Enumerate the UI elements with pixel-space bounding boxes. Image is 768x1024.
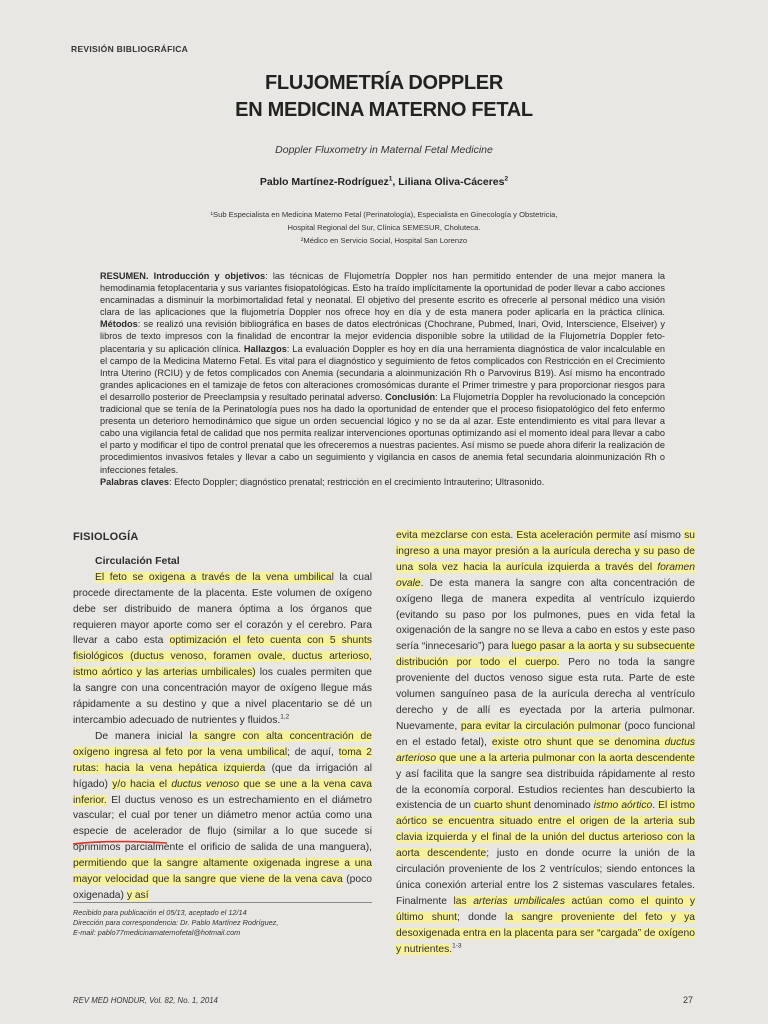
highlighted-text: para evitar la circulación pulmonar (460, 720, 621, 732)
text: (poco funcional en el estado fetal), (396, 720, 695, 748)
citation: 1,2 (280, 713, 290, 721)
abstract-keyword-hallazgos: Hallazgos (243, 343, 287, 354)
author-1: Pablo Martínez-Rodríguez (259, 176, 389, 188)
highlighted-text: cuarto shunt (473, 800, 531, 812)
abstract-text: : se realizó una revisión bibliográfica en bases de datos electrónicas (Chochrane, Pubmed, Inari, Ovid, Interscience, Elseiver) y libros de texto impresos con la finalidad de encontrar la mejor evidencia disponible sobre la utilidad de la Flujometría Doppler feto-placentaria y su aplicación clínica. (100, 319, 665, 354)
highlighted-text: actúan como el quinto y último shunt (396, 895, 695, 923)
subsection-heading: Circulación Fetal (95, 554, 180, 567)
highlighted-text: ductus venoso (171, 778, 240, 790)
highlighted-text: istmo aórtico (593, 800, 653, 812)
body-column-right (396, 528, 695, 957)
english-title: Doppler Fluxometry in Maternal Fetal Medicine (275, 144, 493, 156)
highlighted-text: la sangre proveniente del feto y ya desoxigenada entra en la placenta para ser “cargada” de oxígeno y nutrientes. (396, 911, 695, 955)
keywords-text: : Efecto Doppler; diagnóstico prenatal; restricción en el crecimiento Intrauterino; Ultrasonido. (168, 476, 545, 487)
highlighted-text: arterias umbilicales (473, 895, 565, 907)
footnote-email: E-mail: pablo77medicinamaternofetal@hotmail.com (73, 928, 241, 937)
highlighted-text: y así (126, 889, 149, 901)
paragraph (396, 528, 695, 957)
author-2-sup: 2 (504, 175, 509, 183)
title-line-1: FLUJOMETRÍA DOPPLER (264, 72, 503, 94)
text: ; donde (456, 911, 506, 923)
abstract-keyword-palabras: Palabras claves (100, 476, 169, 487)
text: . (510, 530, 517, 541)
page-number: 27 (683, 995, 694, 1005)
text: la cual procede directamente de la placenta. Este volumen de oxígeno debe ser distribuido de manera óptima a los órganos que requieren mayor aporte como ser el corazón y el cerebro. Para llevar a cabo esta (73, 571, 372, 647)
abstract-keyword-resumen: RESUMEN. Introducción y objetivos (100, 271, 266, 281)
highlighted-text: evita mezclarse con esta (396, 530, 511, 541)
author-1-sup: 1 (388, 175, 393, 183)
text: ; de aquí, (287, 746, 339, 758)
abstract-text: : La evaluación Doppler es hoy en día una herramienta diagnóstica de valor incalculable en el campo de la Medicina Materno Fetal. Es vital para el diagnóstico y seguimiento de fetos complicados con Restricción en el Crecimiento Intra Uterino (RCIU) y de fetos complicados con Anemia (secundaria a aloinmunización Rh o Parvovirus B19). Así mismo ha encontrado grandes aplicaciones en el tamizaje de fetos con alteraciones cromosómicas durante el Primer trimestre y para proporcionar riesgos para el desarrollo posterior de Preeclampsia y resultado perinatal adverso. (100, 343, 665, 402)
body-column-left (73, 530, 372, 904)
section-tag: REVISIÓN BIBLIOGRÁFICA (71, 44, 189, 54)
highlighted-text: luego pasar a la aorta y su subsecuente distribución por todo el cuerpo. (396, 641, 696, 669)
footnote-divider (73, 902, 372, 903)
paragraph (73, 729, 372, 904)
abstract-body (100, 270, 665, 476)
paragraph (73, 570, 372, 729)
red-underline-annotation (72, 840, 168, 846)
journal-citation: REV MED HONDUR, Vol. 82, No. 1, 2014 (73, 996, 218, 1005)
text: los cuales permiten que la sangre con una concentración mayor de oxígeno llegue más rápidamente a su destino y que a nivel placentario se dé un intercambio adecuado de nutrientes y fluidos. (73, 667, 372, 726)
affiliation-line-3: ²Médico en Servicio Social, Hospital San Lorenzo (300, 236, 468, 245)
affiliation-line-1: ¹Sub Especialista en Medicina Materno Fetal (Perinatología), Especialista en Ginecología y Obstetricia, (210, 210, 558, 219)
abstract-text: : las técnicas de Flujometría Doppler nos han permitido entender de una mejor manera la hemodinamia fetoplacentaria y sus variantes fisiopatológicas. Esto ha traído implícitamente la oportunidad de poder llevar a cabo acciones encaminadas a disminuir la morbimortalidad fetal y neonatal. El objetivo del presente escrito es ofrecerle al personal médico una visión clara de las aplicaciones que la flujometría Doppler nos ofrece hoy en día y de esta manera poder aplicarla en la práctica clínica. (100, 271, 665, 318)
affiliation-line-2: Hospital Regional del Sur, Clínica SEMESUR, Choluteca. (287, 223, 481, 232)
text: y así facilita que la sangre sea distribuida rápidamente al resto de la economía corporal. Estudios recientes han descubierto la existencia de un (396, 768, 695, 812)
text: Pero no toda la sangre proveniente del ductos venoso sigue esta ruta. Parte de este volumen sanguíneo pasa de la aurícula derecha al ventrículo derecho y de allí es eyectada por la arteria pulmonar. Nuevamente, (396, 657, 696, 732)
author-2: Liliana Oliva-Cáceres (398, 176, 505, 188)
text: denominado (530, 800, 594, 812)
highlighted-text: ductus arterioso (396, 736, 695, 764)
highlighted-text: permitiendo que la sangre altamente oxigenada ingrese a una mayor velocidad que la sangre que viene de la vena cava (73, 858, 372, 886)
author-separator: , (392, 176, 399, 188)
highlighted-text: El istmo aórtico se encuentra situado entre el origen de la arteria sub clavia izquierda y el final de la unión del ductus arterioso con la aorta descendente (396, 800, 696, 860)
abstract-keyword-conclusion: Conclusión (385, 391, 436, 402)
abstract-keyword-metodos: Métodos (100, 319, 138, 330)
highlighted-text: la sangre con alta concentración de oxígeno ingresa al feto por la vena umbilical (73, 730, 372, 758)
title-line-2: EN MEDICINA MATERNO FETAL (235, 99, 533, 121)
text: (poco oxigenada) (73, 874, 372, 901)
keywords (100, 476, 665, 488)
highlighted-text: toma 2 rutas: hacia la vena hepática izquierda (73, 746, 372, 774)
text: . De esta manera la sangre con alta concentración de oxígeno llega de manera expedita al ventrículo izquierdo (evitando su paso por los pulmones, pues en vida fetal la oxigenación de la sangre no se lleva a cabo en estos y este paso sería “innecesario”) para (396, 577, 695, 653)
footnote (73, 908, 372, 938)
footnote-received: Recibido para publicación el 05/13, aceptado el 12/14 (73, 908, 247, 917)
highlighted-text: que une a la arteria pulmonar con la aorta descendente (436, 752, 695, 764)
highlighted-text: optimización el feto cuenta con 5 shunts fisiológicos (ductus venoso, foramen ovale, ductus arterioso, istmo aórtico y las arterias umbilicales) (73, 635, 372, 679)
text: así mismo (630, 530, 685, 541)
highlighted-text: Esta aceleración permite (516, 530, 631, 541)
abstract (100, 270, 665, 488)
section-heading: FISIOLOGÍA (73, 531, 139, 543)
text: (que da irrigación al hígado) (73, 762, 373, 790)
highlighted-text: que se une a la vena cava inferior. (73, 778, 372, 806)
abstract-text: : La Flujometría Doppler ha revolucionado la concepción tradicional que se tenía de la Perinatología pues nos ha dado la oportunidad de entender que el proceso fisiopatológico del feto enfermo presenta un deterioro hemodinámico que sigue un orden secuencial lógico y no se da al azar. Este entendimiento es vital para llevar a cabo una vigilancia fetal de calidad que nos permita realizar intervenciones oportunas optimizando así el momento ideal para llevar a cabo el parto y modificar el tipo de control prenatal que les ofreceremos a nuestras pacientes. Así mismo se puede ahora diferir la realización de procedimientos invasivos fetales y llevar a cabo un seguimiento y vigilancia en casos de anemia fetal secundaria aloinmunización Rh o infecciones fetales. (100, 391, 665, 475)
article-title (0, 70, 768, 124)
highlighted-text: foramen ovale (396, 561, 695, 589)
highlighted-text: existe otro shunt que se denomina (491, 736, 665, 748)
text: . (652, 800, 659, 812)
citation: 1-3 (452, 942, 462, 950)
highlighted-text: El feto se oxigena a través de la vena umbilical (95, 571, 334, 583)
footnote-correspondence: Dirección para correspondencia: Dr. Pablo Martínez Rodríguez, (73, 918, 279, 927)
highlighted-text: y/o hacia el (112, 778, 172, 790)
highlighted-text: su ingreso a una mayor presión a la aurícula derecha y su paso de una sola vez hacia la aurícula izquierda a través del (396, 530, 695, 573)
authors (0, 176, 768, 188)
text: El ductus venoso es un estrechamiento en el diámetro vascular; el cual por tener un diámetro menor actúa como una especie de acelerador de flujo (similar a lo que sucede si oprimimos parcialmente el orificio de salida de una manguera), (73, 794, 372, 854)
affiliations (0, 208, 768, 247)
highlighted-text: las (453, 895, 474, 907)
text: De manera inicial (95, 730, 190, 742)
text: ; justo en donde ocurre la unión de la circulación proveniente de los 2 ventrículos; siendo entonces la única conexión arterial entre los 2 sistemas vasculares fetales. Finalmente (396, 848, 695, 907)
